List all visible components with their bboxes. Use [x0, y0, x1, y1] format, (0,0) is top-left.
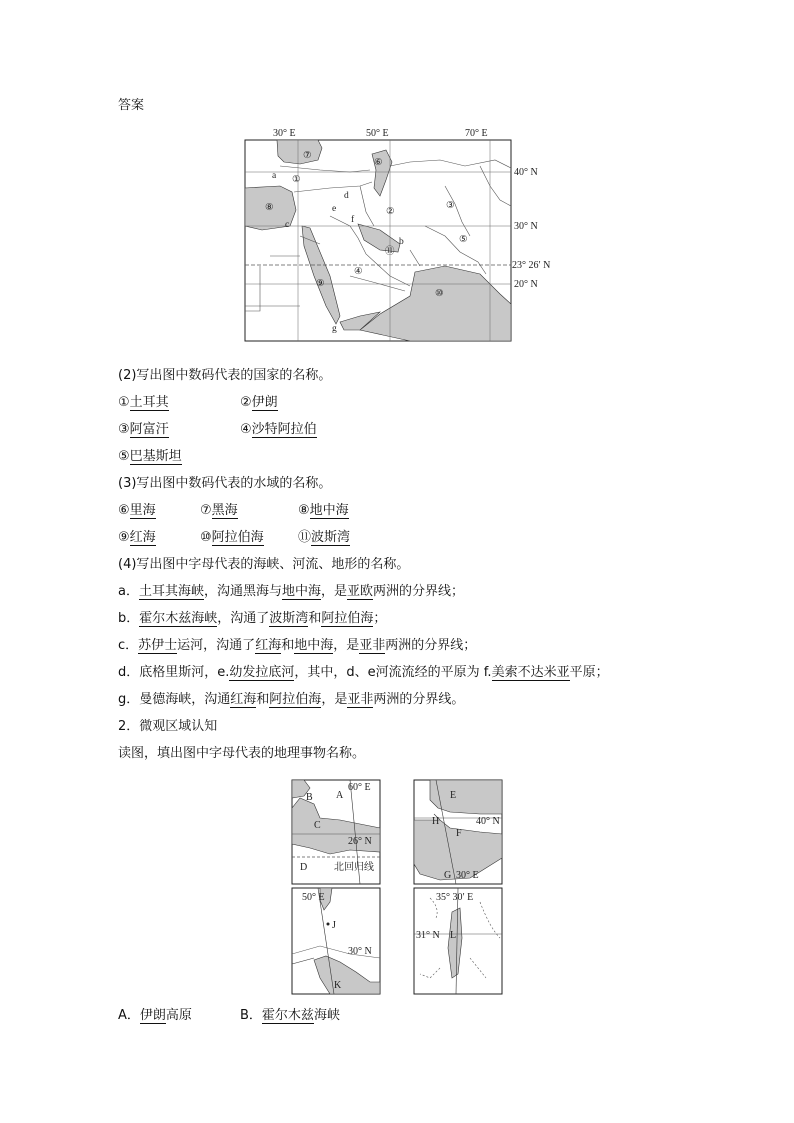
mark-f: f: [351, 215, 355, 225]
lat-label-30n: 30° N: [514, 221, 538, 232]
mark-10: ⑩: [435, 289, 444, 299]
p2-letter-f: F: [456, 828, 462, 839]
q4-line-g: g．曼德海峡，沟通红海和阿拉伯海，是亚非两洲的分界线。: [118, 692, 465, 707]
heading: 答案: [118, 98, 145, 113]
mark-7: ⑦: [303, 151, 312, 161]
p1-letter-b: B: [306, 792, 313, 803]
mark-4: ④: [354, 267, 363, 277]
lon-label-70e: 70° E: [465, 128, 488, 139]
mark-5: ⑤: [459, 235, 468, 245]
q3-item-8: ⑧地中海: [298, 503, 349, 518]
q2-item-4: ④沙特阿拉伯: [240, 422, 317, 437]
q3-item-6: ⑥里海: [118, 503, 156, 518]
q3-item-9: ⑨红海: [118, 530, 156, 545]
p1-lon: 60° E: [348, 782, 371, 793]
lat-label-40n: 40° N: [514, 167, 538, 178]
sec2-instruction: 读图，填出图中字母代表的地理事物名称。: [118, 746, 366, 761]
p4-lon: 35° 30′ E: [436, 892, 474, 903]
q2-prompt: (2)写出图中数码代表的国家的名称。: [118, 368, 332, 383]
p3-letter-k: K: [334, 980, 342, 991]
p2-lat: 40° N: [476, 816, 500, 827]
q4-line-d: d．底格里斯河，e.幼发拉底河，其中，d、e河流流经的平原为 f.美索不达米亚平原；: [118, 665, 609, 680]
p2-letter-g: G: [444, 870, 452, 881]
q4-line-c: c．苏伊士运河，沟通了红海和地中海，是亚非两洲的分界线；: [118, 638, 477, 653]
mark-1: ①: [292, 175, 301, 185]
q2-item-1: ①土耳其: [118, 395, 169, 410]
p4-lat: 31° N: [416, 930, 440, 941]
lat-label-20n: 20° N: [514, 279, 538, 290]
q2-item-3: ③阿富汗: [118, 422, 169, 437]
answer-b: B．霍尔木兹海峡: [240, 1008, 340, 1023]
p1-tropic: 北回归线: [334, 862, 374, 873]
lat-label-tropic: 23° 26′ N: [512, 260, 551, 271]
p4-letter-l: L: [450, 930, 457, 941]
p2-letter-e: E: [450, 790, 457, 801]
p2-letter-h: H: [432, 816, 440, 827]
mark-e: e: [332, 204, 337, 214]
p1-letter-d: D: [300, 862, 308, 873]
mark-11: ⑪: [385, 247, 395, 257]
q4-line-b: b．霍尔木兹海峡，沟通了波斯湾和阿拉伯海；: [118, 611, 387, 626]
mark-a: a: [272, 171, 277, 181]
answer-a: A．伊朗高原: [118, 1008, 192, 1023]
q3-prompt: (3)写出图中数码代表的水域的名称。: [118, 476, 332, 491]
mark-b: b: [399, 237, 404, 247]
mark-g: g: [332, 324, 337, 334]
lon-label-50e: 50° E: [366, 128, 389, 139]
p1-letter-c: C: [314, 820, 321, 831]
mark-9: ⑨: [316, 279, 325, 289]
p1-lat: 26° N: [348, 836, 372, 847]
q2-item-5: ⑤巴基斯坦: [118, 449, 182, 464]
q3-item-10: ⑩阿拉伯海: [200, 530, 264, 545]
q4-line-a: a．土耳其海峡，沟通黑海与地中海，是亚欧两洲的分界线；: [118, 584, 465, 599]
regional-maps: [290, 778, 506, 996]
q2-item-2: ②伊朗: [240, 395, 278, 410]
mark-2: ②: [386, 207, 395, 217]
p2-lon: 30° E: [456, 870, 479, 881]
p3-lon: 50° E: [302, 892, 325, 903]
q3-item-11: ⑪波斯湾: [298, 530, 351, 545]
mark-3: ③: [446, 201, 455, 211]
mark-c: c: [285, 220, 290, 230]
sec2-title: 2．微观区域认知: [118, 719, 218, 734]
q3-item-7: ⑦黑海: [200, 503, 238, 518]
p1-letter-a: A: [336, 790, 344, 801]
p3-letter-j: J: [332, 920, 336, 931]
p3-lat: 30° N: [348, 946, 372, 957]
mark-d: d: [344, 191, 349, 201]
middle-east-map: [240, 126, 560, 344]
q4-prompt: (4)写出图中字母代表的海峡、河流、地形的名称。: [118, 557, 410, 572]
lon-label-30e: 30° E: [273, 128, 296, 139]
mark-8: ⑧: [265, 203, 274, 213]
mark-6: ⑥: [374, 158, 383, 168]
